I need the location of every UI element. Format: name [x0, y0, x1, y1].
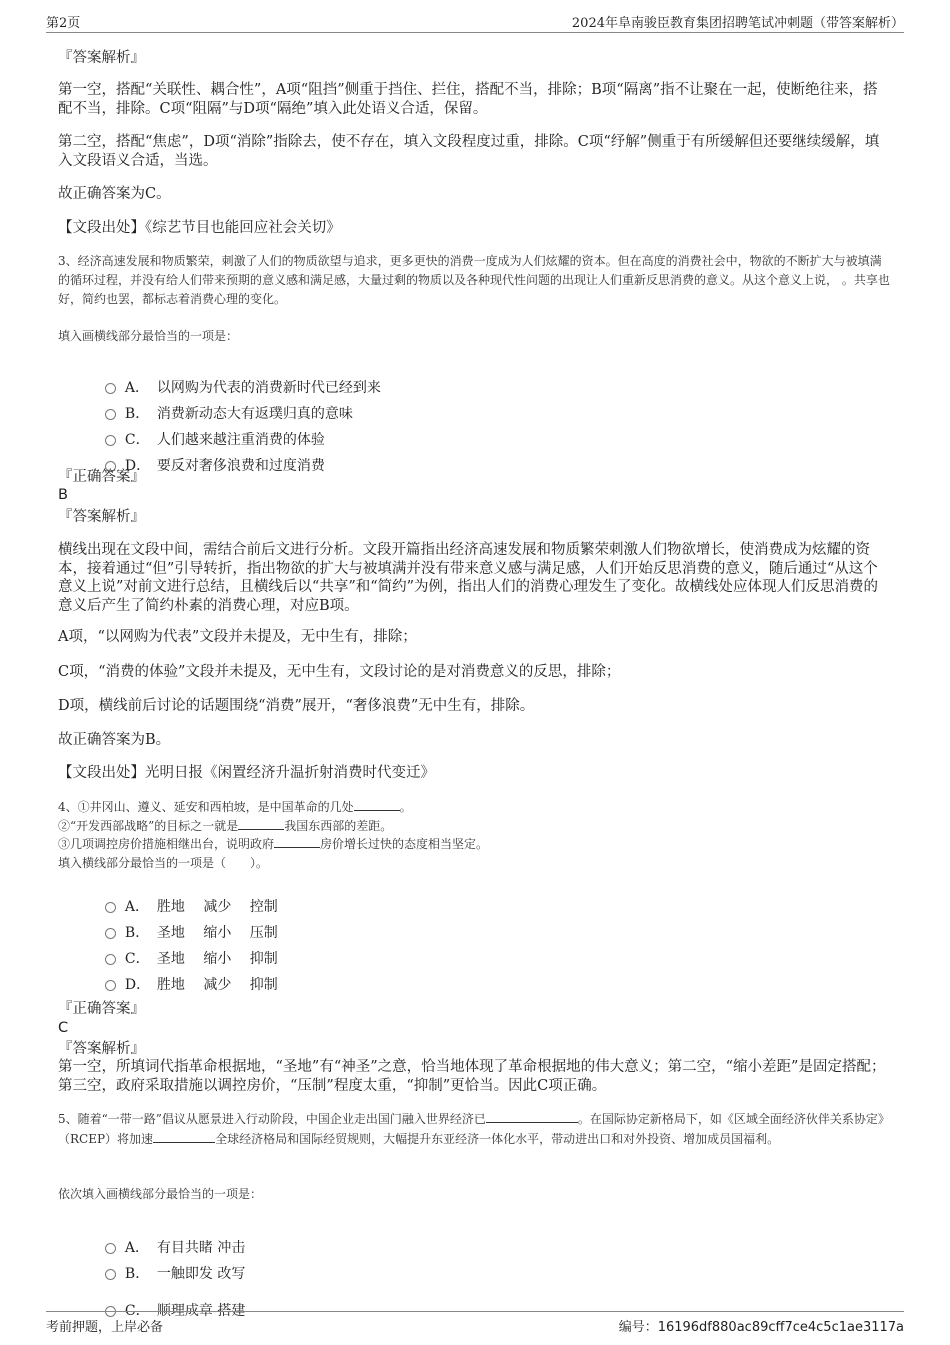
conclusion: 故正确答案为C。	[58, 186, 171, 202]
analysis-label: 『答案解析』	[58, 1041, 145, 1057]
footer-slogan: 考前押题，上岸必备	[46, 1320, 164, 1335]
blank-line	[153, 1130, 215, 1143]
analysis-paragraph: 第二空，搭配“焦虑”，D项“消除”指除去，使不存在，填入文段程度过重，排除。C项“纾解”侧重于有所缓解但还要继续缓解，填入文段语义合适，当选。	[58, 134, 880, 169]
analysis-label: 『答案解析』	[58, 509, 145, 525]
answer-value: B	[58, 487, 68, 503]
source: 【文段出处】光明日报《闲置经济升温折射消费时代变迁》	[58, 765, 435, 781]
document-id: 编号：16196df880ac89cff7ce4c5c1ae3117a	[618, 1320, 904, 1335]
analysis-paragraph: 横线出现在文段中间，需结合前后文进行分析。文段开篇指出经济高速发展和物质繁荣刺激人们物欲增长，使消费成为炫耀的资本，接着通过“但”引导转折，指出物欲的扩大与被填满并没有带来意义感与满足感，人们开始反思消费的意义，随后通过“从这个意义上说”对前文进行总结，且横线后以“共享”和“简约”为例，指出人们的消费心理发生了变化。故横线处应体现人们反思消费的意义后产生了简约朴素的消费心理，对应B项。	[58, 542, 879, 614]
blank-line	[354, 798, 400, 811]
question-stem: 3、经济高速发展和物质繁荣，刺激了人们的物质欲望与追求，更多更快的消费一度成为人们炫耀的资本。但在高度的消费社会中，物欲的不断扩大与被填满的循环过程，并没有给人们带来预期的意义感和满足感，大量过剩的物质以及各种现代性问题的出现让人们重新反思消费的意义。从这个意义上说， 。共享也好，简约也罢，都标志着消费心理的变化。	[58, 254, 890, 306]
source: 【文段出处】《综艺节目也能回应社会关切》	[58, 220, 341, 236]
page-footer	[46, 1311, 904, 1336]
option-c[interactable]: C． 人们越来越注重消费的体验	[96, 413, 325, 433]
question-stem: 5、随着“一带一路”倡议从愿景进入行动阶段，中国企业走出国门融入世界经济已 。在国际协定新格局下，如《区域全面经济伙伴关系协定》（RCEP）将加速 全球经济格局和国际经贸规则，大幅提升东亚经济一体化水平，带动进出口和对外投资、增加成员国福利。	[58, 1112, 890, 1146]
blank-line	[274, 835, 320, 848]
analysis-paragraph: C项，“消费的体验”文段并未提及，无中生有，文段讨论的是对消费意义的反思，排除；	[58, 664, 621, 680]
option-d[interactable]: D． 胜地 减少 抑制	[96, 958, 278, 978]
option-c[interactable]: C． 圣地 缩小 抑制	[96, 932, 278, 952]
option-a[interactable]: A． 以网购为代表的消费新时代已经到来	[96, 361, 381, 381]
answer-label: 『正确答案』	[58, 1001, 145, 1017]
blank-line	[486, 1110, 578, 1123]
conclusion: 故正确答案为B。	[58, 732, 171, 748]
analysis-paragraph: 第一空，搭配“关联性、耦合性”，A项“阻挡”侧重于挡住、拦住，搭配不当，排除；B项“隔离”指不让聚在一起，使断绝往来，搭配不当，排除。C项“阻隔”与D项“隔绝”填入此处语义合适，保留。	[58, 82, 878, 117]
document-title: 2024年阜南骏臣教育集团招聘笔试冲刺题（带答案解析）	[571, 16, 904, 31]
answer-label: 『正确答案』	[58, 469, 145, 485]
option-b[interactable]: B． 圣地 缩小 压制	[96, 906, 278, 926]
answer-value: C	[58, 1020, 69, 1036]
option-a[interactable]: A． 有目共睹 冲击	[96, 1221, 245, 1241]
option-b[interactable]: B． 消费新动态大有返璞归真的意味	[96, 387, 353, 407]
page-number: 第2页	[46, 16, 81, 31]
radio-icon[interactable]	[105, 1269, 116, 1280]
question-stem: 4、①井冈山、遵义、延安和西柏坡，是中国革命的几处 。 ②“开发西部战略”的目标之一就是 我国东西部的差距。 ③几项调控房价措施相继出台，说明政府 房价增长过快的态度相当坚定。 填入横线部分最恰当的一项是（ ）。	[58, 800, 489, 870]
analysis-paragraph: D项，横线前后讨论的话题围绕“消费”展开，“奢侈浪费”无中生有，排除。	[58, 698, 535, 714]
option-c[interactable]: C． 顺理成章 搭建	[96, 1284, 245, 1304]
option-b[interactable]: B． 一触即发 改写	[96, 1247, 245, 1267]
analysis-paragraph: 第一空，所填词代指革命根据地，“圣地”有“神圣”之意，恰当地体现了革命根据地的伟大意义；第二空，“缩小差距”是固定搭配；第三空，政府采取措施以调控房价，“压制”程度太重，“抑制”更恰当。因此C项正确。	[58, 1059, 886, 1094]
analysis-label: 『答案解析』	[58, 50, 145, 66]
question-prompt: 填入画横线部分最恰当的一项是：	[58, 329, 239, 343]
blank-line	[238, 817, 284, 830]
radio-icon[interactable]	[105, 980, 116, 991]
analysis-paragraph: A项，“以网购为代表”文段并未提及，无中生有，排除；	[58, 629, 417, 645]
question-prompt: 依次填入画横线部分最恰当的一项是：	[58, 1187, 263, 1201]
option-d[interactable]: D． 要反对奢侈浪费和过度消费	[96, 439, 325, 459]
option-a[interactable]: A． 胜地 减少 控制	[96, 880, 278, 900]
page-header	[46, 10, 904, 33]
